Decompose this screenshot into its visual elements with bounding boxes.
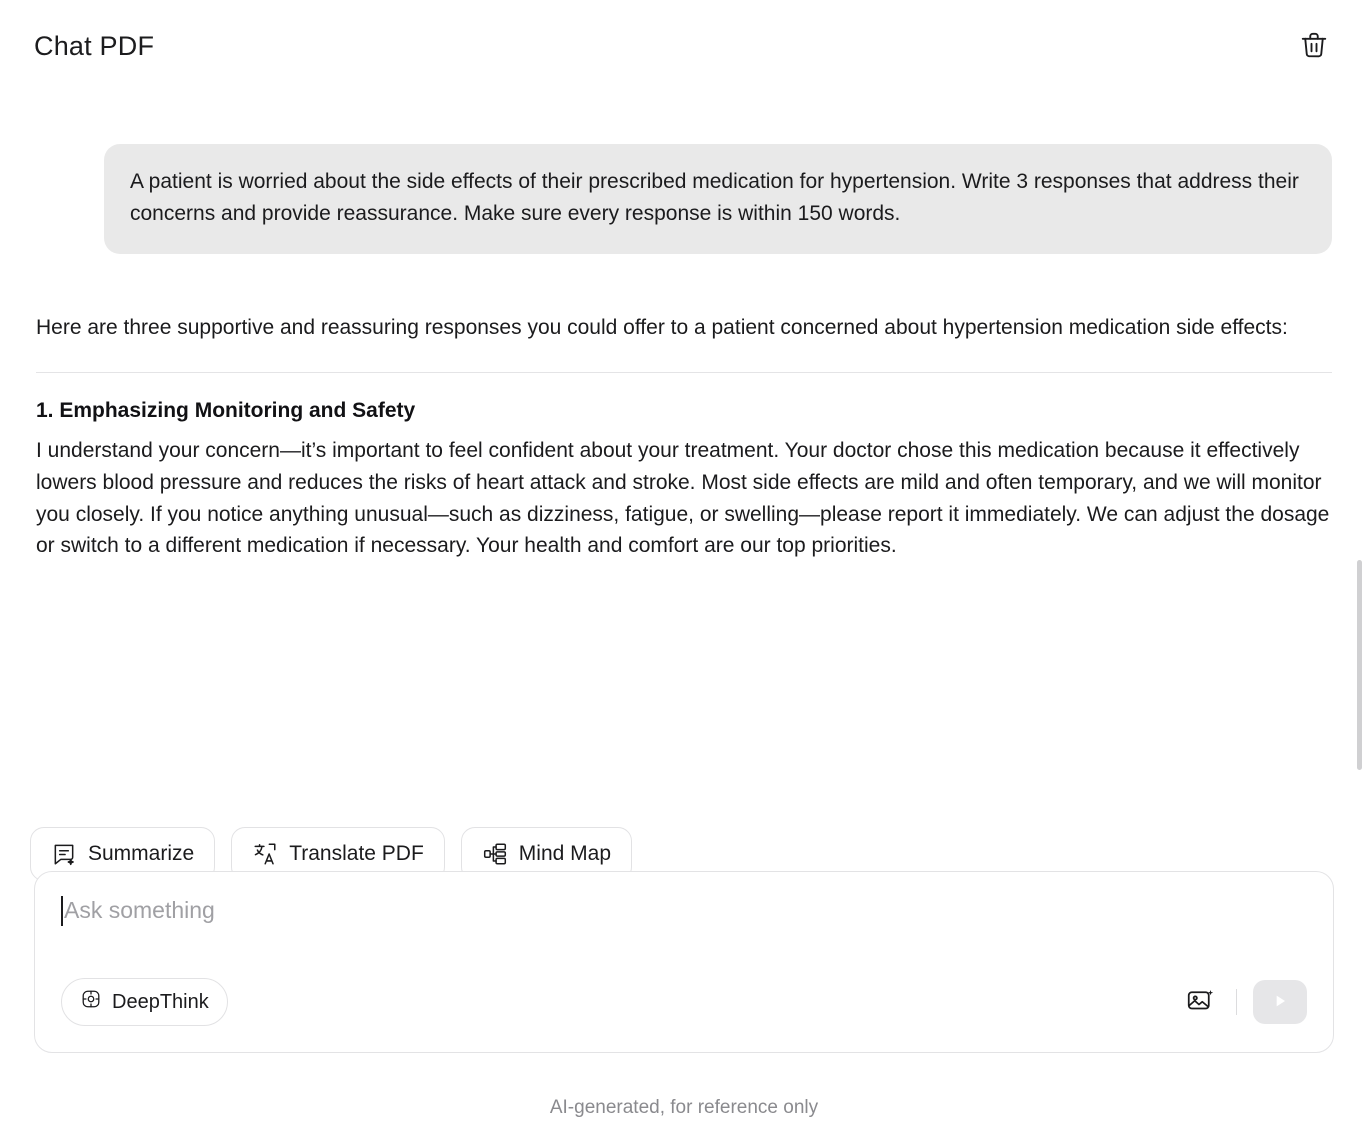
- composer-input-row[interactable]: [61, 894, 1307, 952]
- summarize-icon: [51, 841, 77, 867]
- response-section-title: 1. Emphasizing Monitoring and Safety: [36, 398, 416, 422]
- user-message-text: A patient is worried about the side effects of their prescribed medication for hypertension. Write 3 responses that address their concerns and provide reassurance. Make sure every response is within 150 words.: [130, 170, 1299, 225]
- content-divider: [36, 372, 1332, 373]
- disclaimer-text: AI-generated, for reference only: [549, 1097, 819, 1118]
- image-sparkle-icon: [1185, 986, 1215, 1019]
- assistant-message: [36, 312, 1332, 563]
- deepthink-icon: [80, 988, 102, 1016]
- page-title: Chat PDF: [34, 30, 155, 61]
- toolbar-separator: [1236, 989, 1237, 1015]
- summarize-label: Summarize: [88, 842, 195, 865]
- user-message-bubble: [104, 144, 1332, 254]
- assistant-intro-text: Here are three supportive and reassuring responses you could offer to a patient concerned about hypertension medication side effects:: [36, 315, 1288, 339]
- response-section-body: I understand your concern—it’s important to feel confident about your treatment. Your doctor chose this medication because it effectively lowers blood pressure and reduces the risks of heart attack and stroke. Most side effects are mild and often temporary, and we will monitor you closely. If you notice anything unusual—such as dizziness, fatigue, or swelling—please report it immediately. We can adjust the dosage or switch to a different medication if necessary. Your health and comfort are our top priorities.: [36, 438, 1330, 558]
- composer-right-actions: [1180, 980, 1307, 1024]
- deepthink-label: DeepThink: [112, 990, 209, 1013]
- content-fade-overlay: [0, 721, 1368, 791]
- send-icon: [1270, 991, 1290, 1014]
- translate-icon: [252, 841, 278, 867]
- conversation-area: [0, 92, 1368, 791]
- trash-icon: [1299, 30, 1329, 63]
- mind-map-icon: [482, 841, 508, 867]
- header-actions: [1294, 26, 1334, 66]
- composer-toolbar: [61, 978, 1307, 1026]
- composer[interactable]: [34, 871, 1334, 1053]
- send-button[interactable]: [1253, 980, 1307, 1024]
- attach-image-button[interactable]: [1180, 982, 1220, 1022]
- translate-pdf-label: Translate PDF: [289, 842, 424, 865]
- mind-map-label: Mind Map: [518, 842, 611, 865]
- clear-chat-button[interactable]: [1294, 26, 1334, 66]
- chat-input-placeholder[interactable]: Ask something: [64, 897, 215, 923]
- header-bar: [0, 0, 1368, 92]
- deepthink-toggle[interactable]: [61, 978, 228, 1026]
- text-caret: [61, 896, 63, 926]
- vertical-scrollbar[interactable]: [1357, 560, 1362, 770]
